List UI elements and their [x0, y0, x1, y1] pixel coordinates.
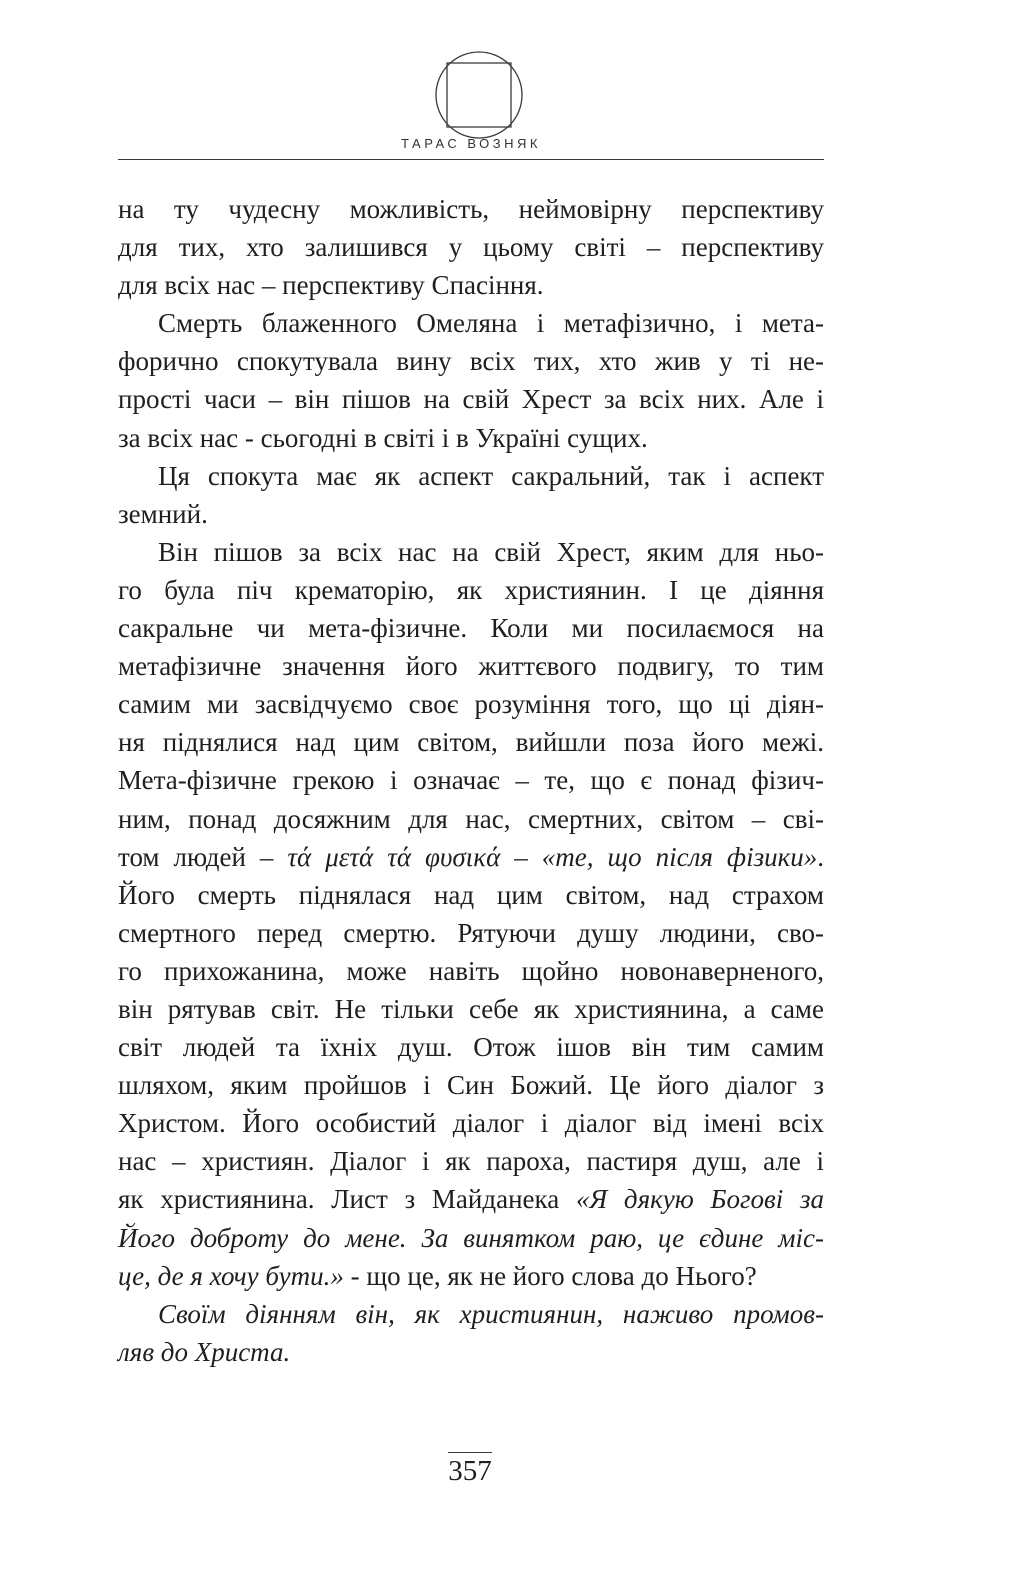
- text-line: [118, 1219, 824, 1257]
- text: Смерть блаженного Омеляна і метафізично, і мета-: [158, 308, 824, 339]
- text: на ту чудесну можливість, неймовірну перспективу: [118, 194, 824, 224]
- italic-text: «Я дякую Богові за: [575, 1184, 824, 1215]
- text: - що це, як не його слова до Нього?: [343, 1260, 757, 1291]
- text: нас – християн. Діалог і як пароха, пастиря душ, але і: [118, 1146, 824, 1177]
- text-line: [118, 685, 824, 723]
- text-line: [118, 304, 824, 342]
- italic-text: Його доброту до мене. За винятком раю, це єдине міс-: [118, 1222, 824, 1253]
- text: для всіх нас – перспективу Спасіння.: [118, 270, 544, 301]
- text-line: [118, 990, 824, 1028]
- page-number-block: [0, 1455, 940, 1488]
- text: .: [817, 841, 824, 872]
- text-line: [118, 647, 824, 685]
- paragraph: [118, 457, 824, 533]
- text: самим ми засвідчуємо своє розуміння того, що ці діян-: [118, 689, 824, 720]
- text: ним, понад досяжним для нас, смертних, світом – сві-: [118, 803, 824, 834]
- text-line: [118, 1257, 824, 1295]
- italic-text: Своїм діянням він, як християнин, наживо промов-: [158, 1298, 824, 1329]
- text: го прихожанина, може навіть щойно новонаверненого,: [118, 955, 824, 986]
- italic-text: ляв до Христа.: [118, 1336, 291, 1367]
- text-line: [118, 495, 824, 533]
- paragraph: [118, 533, 824, 1295]
- text: Христом. Його особистий діалог і діалог від імені всіх: [118, 1108, 824, 1139]
- text-line: [118, 457, 824, 495]
- italic-text: це, де я хочу бути.»: [118, 1260, 344, 1291]
- text-line: [118, 838, 824, 876]
- text: ня піднялися над цим світом, вийшли поза його межі.: [118, 727, 824, 758]
- text-line: [118, 266, 824, 304]
- text: світ людей та їхніх душ. Отож ішов він тим самим: [118, 1032, 824, 1063]
- text-line: [118, 571, 824, 609]
- text: шляхом, яким пройшов і Син Божий. Це його діалог з: [118, 1070, 824, 1101]
- text-line: [118, 800, 824, 838]
- text-line: [118, 876, 824, 914]
- text: він рятував світ. Не тільки себе як християнина, а саме: [118, 993, 824, 1024]
- header-rule: [118, 159, 824, 160]
- text: Мета-фізичне грекою і означає – те, що є понад фізич-: [118, 765, 824, 796]
- text-line: [118, 761, 824, 799]
- body-text: [118, 190, 824, 1371]
- text-line: [118, 1066, 824, 1104]
- paragraph: [118, 190, 824, 304]
- square-in-circle-logo: [434, 50, 524, 140]
- paragraph: [118, 1295, 824, 1371]
- italic-text: τά μετά τά φυσικά – «те, що після фізики»: [287, 841, 818, 872]
- text-line: [118, 419, 824, 457]
- text: метафізичне значення його життєвого подвигу, то тим: [118, 651, 824, 682]
- text-line: [118, 1104, 824, 1142]
- page-number: 357: [448, 1452, 492, 1487]
- text: за всіх нас - сьогодні в світі і в Україні сущих.: [118, 422, 648, 453]
- text: Його смерть піднялася над цим світом, над страхом: [118, 879, 824, 910]
- text-line: [118, 228, 824, 266]
- text-line: [118, 1333, 824, 1371]
- paragraph: [118, 304, 824, 456]
- text-line: [118, 1028, 824, 1066]
- text: смертного перед смертю. Рятуючи душу людини, сво-: [118, 917, 824, 948]
- text-line: [118, 609, 824, 647]
- text-line: [118, 952, 824, 990]
- running-head-author: ТАРАС ВОЗНЯК: [401, 136, 541, 151]
- text-line: [118, 1295, 824, 1333]
- text: для тих, хто залишився у цьому світі – перспективу: [118, 232, 824, 263]
- text: том людей –: [118, 841, 288, 872]
- text-line: [118, 190, 824, 228]
- text: форично спокутувала вину всіх тих, хто жив у ті не-: [118, 346, 824, 377]
- text: земний.: [118, 498, 208, 529]
- text: як християнина. Лист з Майданека: [118, 1184, 576, 1215]
- text: сакральне чи мета-фізичне. Коли ми посилаємося на: [118, 613, 824, 644]
- text: Він пішов за всіх нас на свій Хрест, яким для ньо-: [158, 536, 824, 567]
- text-line: [118, 723, 824, 761]
- text: прості часи – він пішов на свій Хрест за всіх них. Але і: [118, 384, 824, 415]
- text: го була піч крематорію, як християнин. І це діяння: [118, 574, 824, 605]
- text: Ця спокута має як аспект сакральний, так і аспект: [158, 460, 824, 491]
- text-line: [118, 380, 824, 418]
- text-line: [118, 533, 824, 571]
- text-line: [118, 342, 824, 380]
- text-line: [118, 1180, 824, 1218]
- text-line: [118, 914, 824, 952]
- text-line: [118, 1142, 824, 1180]
